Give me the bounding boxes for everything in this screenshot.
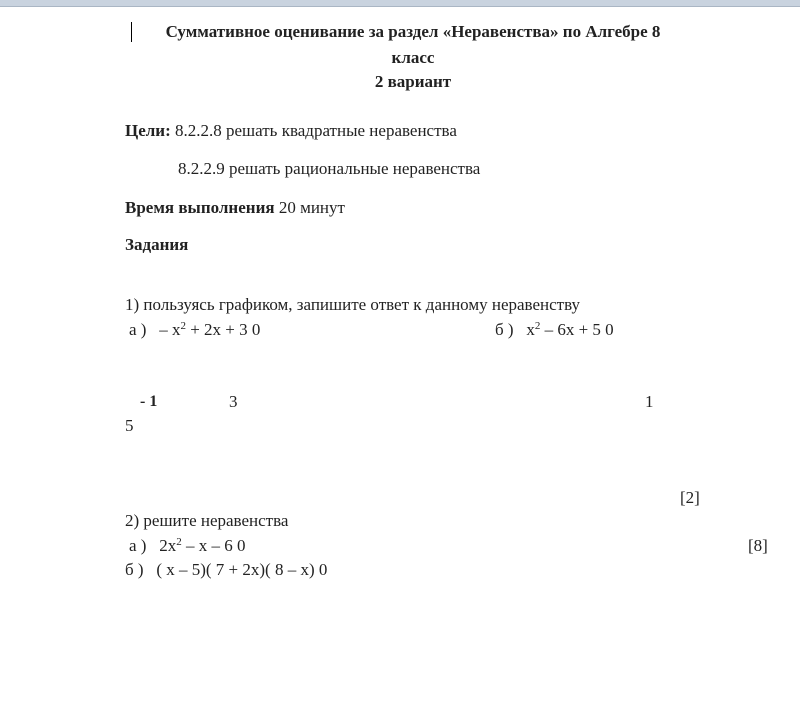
exponent: 2 xyxy=(176,536,182,548)
time-value: 20 минут xyxy=(278,198,345,217)
task2-b xyxy=(125,560,327,580)
doc-title: Суммативное оценивание за раздел «Неравенства» по Алгебре 8 xyxy=(165,22,661,41)
doc-title-line2: класс xyxy=(391,48,435,67)
time-label: Время выполнения xyxy=(125,198,275,217)
label: б ) xyxy=(495,320,514,339)
variant-title: 2 вариант xyxy=(374,72,452,91)
expr: – 6x + 5 0 xyxy=(544,320,614,339)
task1-text: 1) пользуясь графиком, запишите ответ к данному неравенству xyxy=(125,295,581,314)
expr: + 2x + 3 0 xyxy=(190,320,261,339)
goal-1: 8.2.2.8 решать квадратные неравенства xyxy=(175,121,457,140)
expr: – x – 6 0 xyxy=(185,536,246,555)
task1-a xyxy=(129,320,260,340)
expr: – x xyxy=(159,320,181,339)
task1-b xyxy=(495,320,614,340)
goals-line xyxy=(125,121,457,141)
task2-a xyxy=(129,536,245,556)
task2-text: 2) решите неравенства xyxy=(125,511,289,530)
expr: x xyxy=(526,320,535,339)
label: а ) xyxy=(129,536,147,555)
task2-score: [8] xyxy=(748,536,768,555)
tasks-heading: Задания xyxy=(125,235,189,254)
graph-label: - 1 xyxy=(140,393,158,410)
goals-label: Цели: xyxy=(125,121,171,140)
expr: 2x xyxy=(159,536,177,555)
exponent: 2 xyxy=(534,320,541,332)
exponent: 2 xyxy=(180,320,186,332)
graph-label: 5 xyxy=(125,416,134,435)
ruler xyxy=(0,0,800,7)
graph-label: 3 xyxy=(229,392,238,411)
task1-score: [2] xyxy=(680,488,700,507)
time-line xyxy=(125,198,345,218)
expr: ( x – 5)( 7 + 2x)( 8 – x) 0 xyxy=(156,560,328,579)
label: а ) xyxy=(129,320,147,339)
goal-2: 8.2.2.9 решать рациональные неравенства xyxy=(178,159,481,178)
graph-label: 1 xyxy=(645,392,654,411)
label: б ) xyxy=(125,560,144,579)
